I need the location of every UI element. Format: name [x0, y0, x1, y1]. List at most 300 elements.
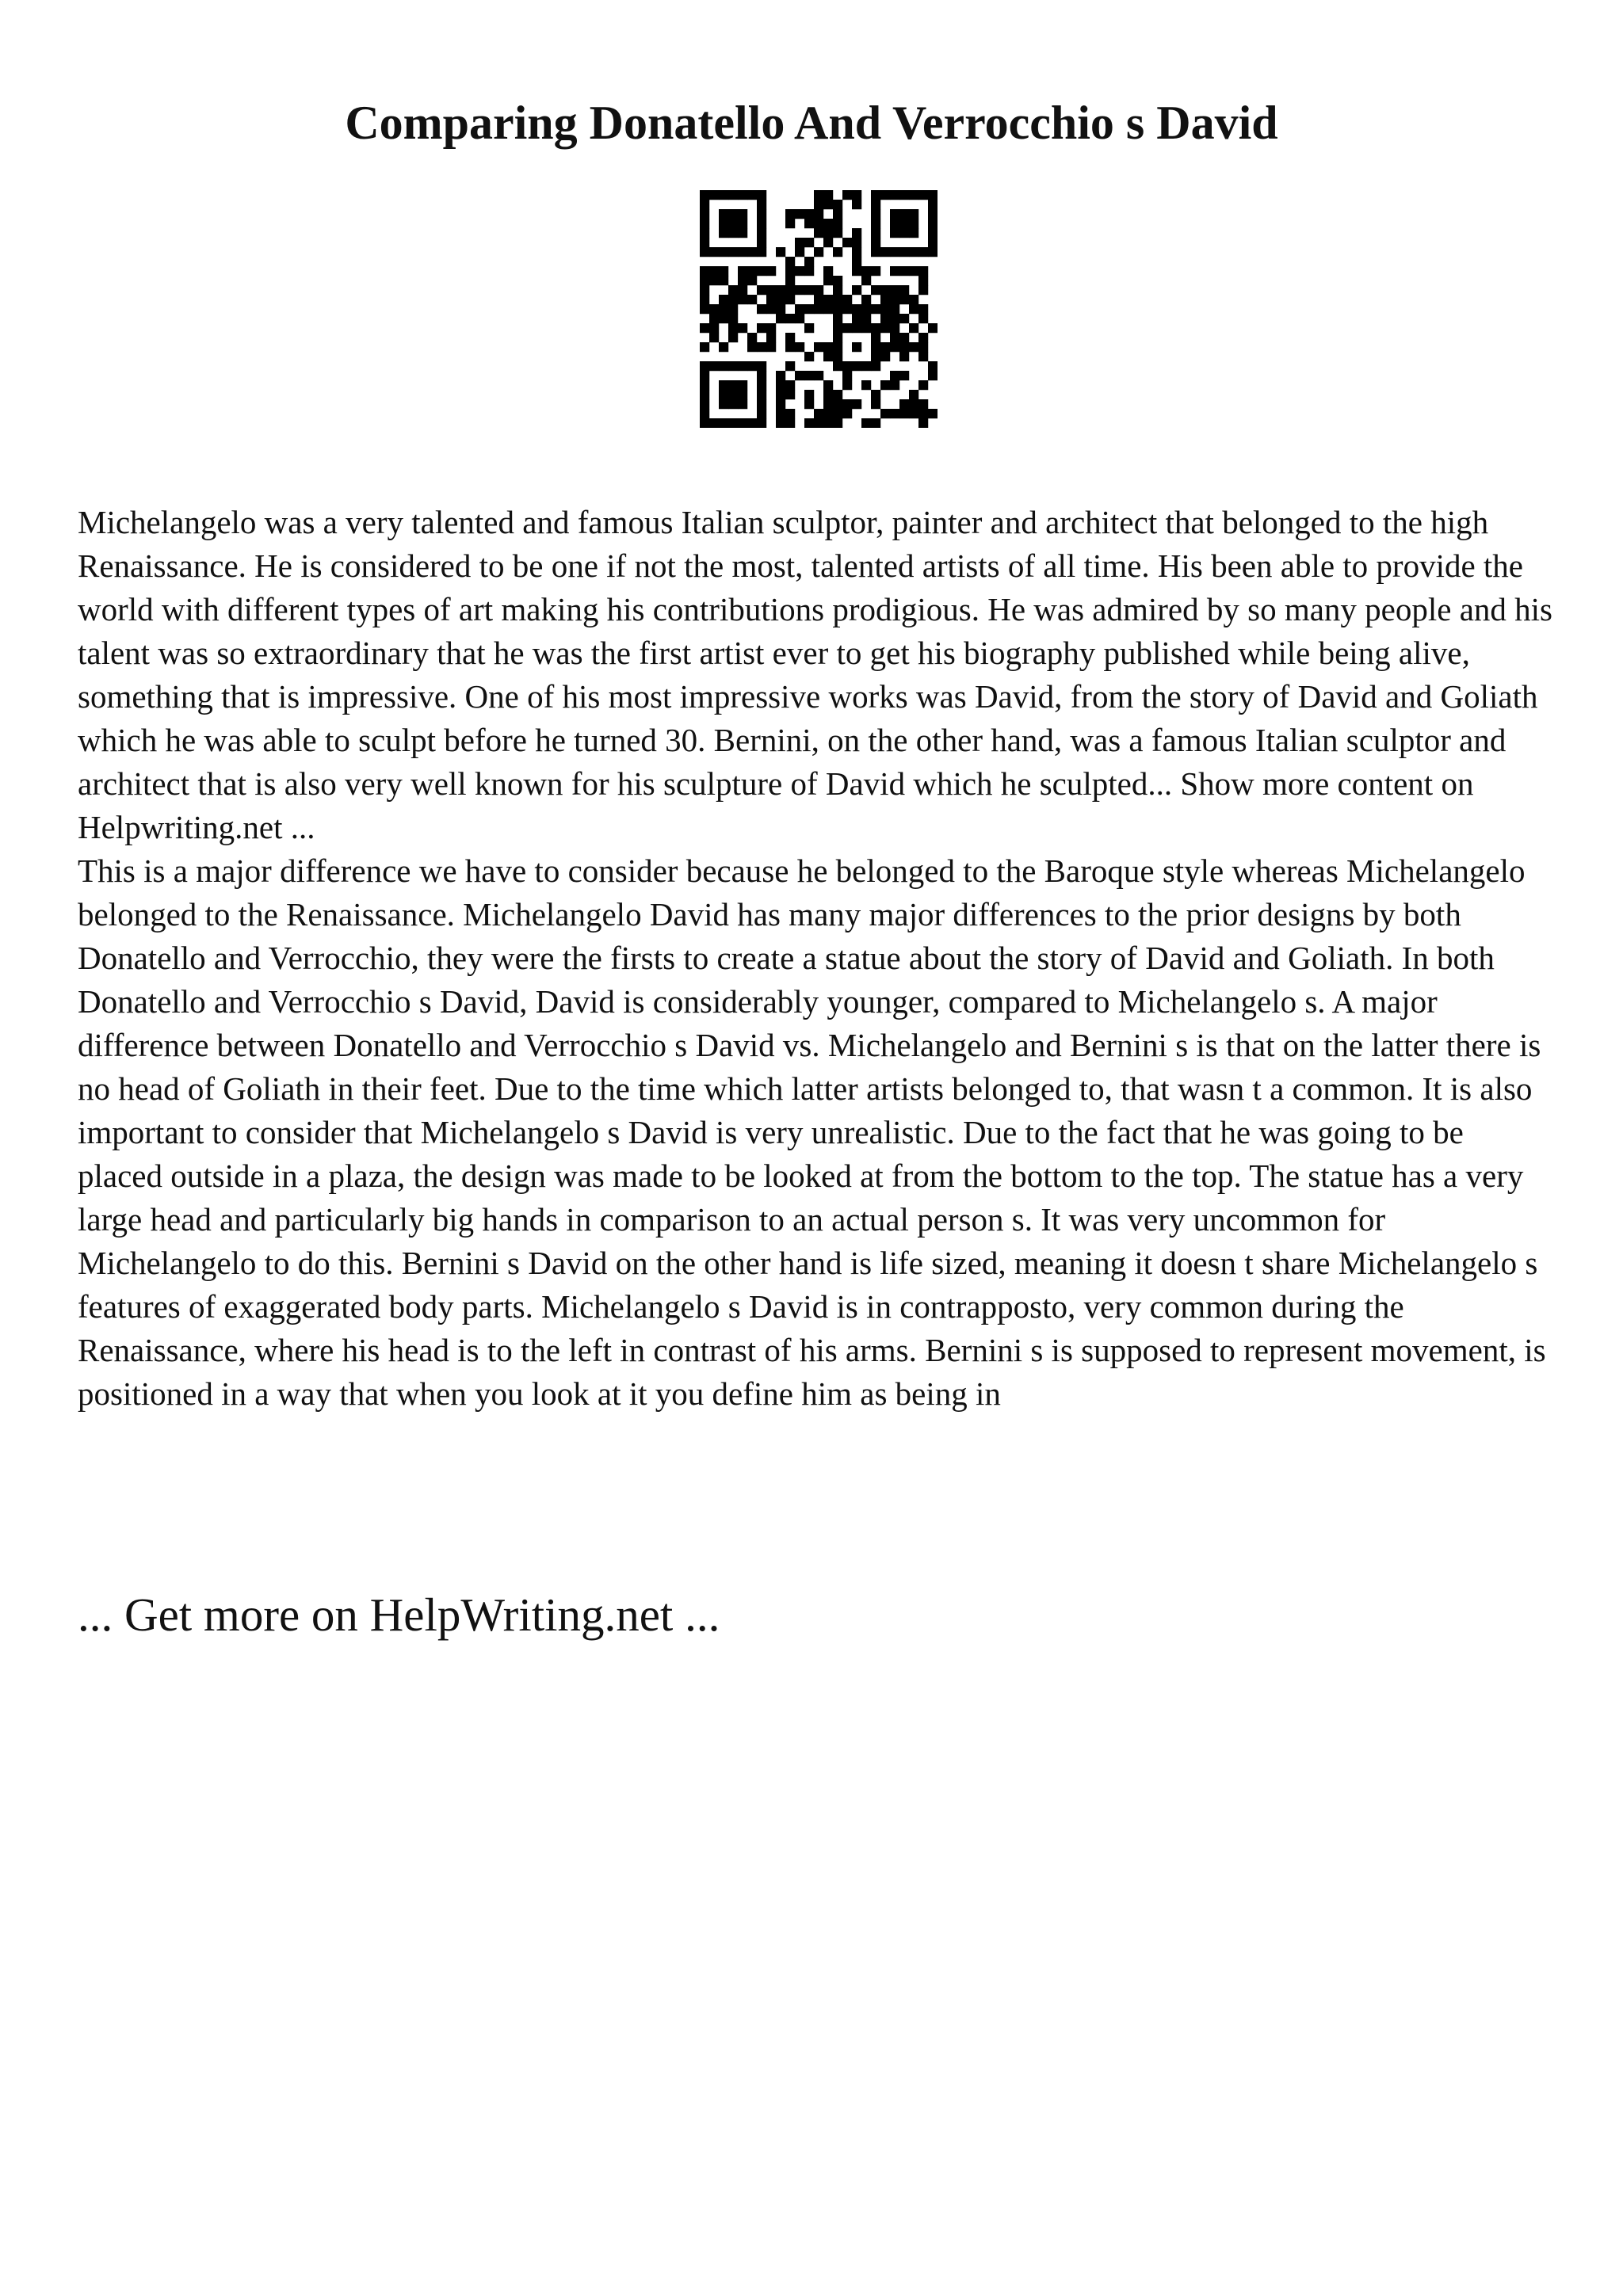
qr-module: [871, 200, 880, 209]
qr-module: [776, 304, 785, 314]
qr-module: [785, 295, 795, 304]
qr-module: [890, 247, 899, 257]
qr-module: [852, 314, 861, 323]
qr-module: [918, 380, 928, 390]
qr-module: [880, 295, 890, 304]
qr-module: [871, 361, 880, 371]
qr-module: [928, 409, 938, 418]
qr-module: [823, 409, 833, 418]
qr-module: [738, 209, 747, 219]
qr-module: [814, 409, 823, 418]
qr-module: [918, 352, 928, 361]
qr-module: [861, 295, 871, 304]
qr-module: [719, 342, 728, 352]
qr-module: [738, 276, 747, 285]
qr-module: [842, 295, 852, 304]
qr-module: [785, 418, 795, 428]
qr-module: [757, 342, 766, 352]
get-more-link[interactable]: ... Get more on HelpWriting.net ...: [78, 1589, 720, 1641]
qr-module: [880, 409, 890, 418]
qr-module: [909, 342, 918, 352]
qr-module: [757, 304, 766, 314]
qr-module: [880, 190, 890, 200]
qr-module: [709, 418, 719, 428]
qr-module: [833, 276, 842, 285]
qr-module: [842, 380, 852, 390]
qr-module: [861, 266, 871, 276]
qr-module: [776, 247, 785, 257]
qr-module: [728, 380, 738, 390]
qr-module: [852, 257, 861, 266]
qr-module: [700, 371, 709, 380]
qr-module: [909, 304, 918, 314]
qr-module: [909, 209, 918, 219]
qr-module: [814, 285, 823, 295]
qr-module: [871, 266, 880, 276]
qr-module: [823, 352, 833, 361]
qr-module: [795, 371, 804, 380]
qr-module: [918, 190, 928, 200]
qr-module: [823, 390, 833, 399]
qr-module: [795, 247, 804, 257]
qr-module: [814, 418, 823, 428]
qr-module: [728, 190, 738, 200]
qr-module: [757, 238, 766, 247]
qr-module: [852, 304, 861, 314]
qr-module: [738, 219, 747, 228]
qr-module: [747, 418, 757, 428]
qr-module: [757, 361, 766, 371]
qr-module: [880, 247, 890, 257]
qr-module: [804, 285, 814, 295]
qr-module: [823, 342, 833, 352]
qr-module: [728, 209, 738, 219]
qr-module: [833, 295, 842, 304]
qr-module: [700, 295, 709, 304]
qr-module: [899, 314, 909, 323]
qr-module: [871, 238, 880, 247]
qr-module: [785, 266, 795, 276]
qr-module: [842, 371, 852, 380]
qr-module: [814, 190, 823, 200]
qr-module: [700, 342, 709, 352]
qr-module: [795, 266, 804, 276]
qr-module: [738, 399, 747, 409]
qr-module: [719, 304, 728, 314]
qr-module: [700, 285, 709, 295]
qr-module: [757, 266, 766, 276]
qr-module: [728, 304, 738, 314]
qr-module: [823, 418, 833, 428]
qr-module: [785, 390, 795, 399]
qr-module: [842, 361, 852, 371]
qr-module: [918, 304, 928, 314]
qr-module: [719, 190, 728, 200]
qr-module: [833, 333, 842, 342]
qr-module: [776, 409, 785, 418]
qr-module: [766, 323, 776, 333]
qr-module: [719, 399, 728, 409]
qr-module: [928, 323, 938, 333]
qr-module: [757, 399, 766, 409]
document-body: [78, 501, 1553, 1416]
qr-module: [823, 200, 833, 209]
qr-module: [766, 295, 776, 304]
qr-module: [757, 380, 766, 390]
qr-module: [728, 295, 738, 304]
qr-module: [785, 409, 795, 418]
qr-module: [909, 295, 918, 304]
qr-module: [728, 228, 738, 238]
qr-module: [871, 190, 880, 200]
qr-module: [890, 285, 899, 295]
qr-module: [890, 409, 899, 418]
qr-module: [709, 190, 719, 200]
qr-module: [700, 209, 709, 219]
qr-module: [776, 399, 785, 409]
qr-module: [709, 314, 719, 323]
qr-module: [804, 219, 814, 228]
qr-module: [719, 314, 728, 323]
qr-module: [890, 209, 899, 219]
qr-module: [823, 276, 833, 285]
qr-module: [890, 266, 899, 276]
qr-module: [918, 247, 928, 257]
qr-module: [738, 266, 747, 276]
qr-module: [700, 399, 709, 409]
qr-module: [719, 361, 728, 371]
qr-module: [833, 323, 842, 333]
qr-module: [757, 418, 766, 428]
qr-module: [928, 190, 938, 200]
qr-module: [899, 285, 909, 295]
qr-module: [909, 390, 918, 399]
body-paragraph: Michelangelo was a very talented and famous Italian sculptor, painter and architect that belonged to the high Renaissance. He is considered to be one if not the most, talented artists of all time. His been able to provide the world with different types of art making his contributions prodigious. He was admired by so many people and his talent was so extraordinary that he was the first artist ever to get his biography published while being alive, something that is impressive. One of his most impressive works was David, from the story of David and Goliath which he was able to sculpt before he turned 30. Bernini, on the other hand, was a famous Italian sculptor and architect that is also very well known for his sculpture of David which he sculpted... Show more content on Helpwriting.net ...: [78, 504, 1552, 845]
qr-module: [776, 371, 785, 380]
qr-module: [785, 257, 795, 266]
qr-module: [871, 418, 880, 428]
qr-module: [785, 333, 795, 342]
qr-module: [785, 361, 795, 371]
qr-module: [728, 390, 738, 399]
qr-module: [795, 304, 804, 314]
qr-module: [804, 266, 814, 276]
qr-module: [776, 380, 785, 390]
qr-module: [804, 390, 814, 399]
qr-module: [899, 295, 909, 304]
qr-module: [709, 361, 719, 371]
qr-module: [804, 352, 814, 361]
qr-module: [861, 276, 871, 285]
qr-module: [709, 266, 719, 276]
qr-module: [728, 323, 738, 333]
qr-module: [880, 304, 890, 314]
qr-module: [823, 266, 833, 276]
qr-module: [871, 342, 880, 352]
qr-module: [785, 380, 795, 390]
qr-module: [880, 285, 890, 295]
qr-module: [814, 228, 823, 238]
qr-module: [700, 380, 709, 390]
qr-module: [833, 342, 842, 352]
qr-module: [785, 219, 795, 228]
qr-module: [823, 380, 833, 390]
qr-module: [814, 247, 823, 257]
qr-module: [909, 219, 918, 228]
qr-module: [804, 304, 814, 314]
qr-module: [700, 323, 709, 333]
qr-module: [852, 200, 861, 209]
qr-module: [700, 228, 709, 238]
qr-module: [747, 295, 757, 304]
qr-module: [928, 209, 938, 219]
qr-module: [719, 266, 728, 276]
qr-module: [795, 285, 804, 295]
qr-module: [814, 219, 823, 228]
qr-module: [766, 333, 776, 342]
qr-module: [852, 238, 861, 247]
qr-module: [700, 238, 709, 247]
qr-module: [795, 209, 804, 219]
qr-module: [861, 418, 871, 428]
qr-module: [700, 276, 709, 285]
qr-module: [852, 399, 861, 409]
qr-module: [814, 209, 823, 219]
qr-module: [833, 285, 842, 295]
qr-module: [776, 390, 785, 399]
qr-module: [814, 200, 823, 209]
qr-module: [700, 247, 709, 257]
qr-module: [728, 285, 738, 295]
qr-module: [700, 409, 709, 418]
qr-module: [700, 200, 709, 209]
qr-module: [899, 342, 909, 352]
qr-module: [852, 228, 861, 238]
qr-module: [852, 266, 861, 276]
body-paragraph: This is a major difference we have to consider because he belonged to the Baroque style whereas Michelangelo belonged to the Renaissance. Michelangelo David has many major differences to the prior designs by both Donatello and Verrocchio, they were the firsts to create a statue about the story of David and Goliath. In both Donatello and Verrocchio s David, David is considerably younger, compared to Michelangelo s. A major difference between Donatello and Verrocchio s David vs. Michelangelo and Bernini s is that on the latter there is no head of Goliath in their feet. Due to the time which latter artists belonged to, that wasn t a common. It is also important to consider that Michelangelo s David is very unrealistic. Due to the fact that he was going to be placed outside in a plaza, the design was made to be looked at from the bottom to the top. The statue has a very large head and particularly big hands in comparison to an actual person s. It was very uncommon for Michelangelo to do this. Bernini s David on the other hand is life sized, meaning it doesn t share Michelangelo s features of exaggerated body parts. Michelangelo s David is in contrapposto, very common during the Renaissance, where his head is to the left in contrast of his arms. Bernini s is supposed to represent movement, is positioned in a way that when you look at it you define him as being in: [78, 852, 1546, 1412]
qr-module: [871, 399, 880, 409]
qr-module: [833, 352, 842, 361]
qr-module: [890, 342, 899, 352]
qr-module: [785, 342, 795, 352]
qr-module: [804, 418, 814, 428]
qr-module: [719, 247, 728, 257]
qr-module: [918, 333, 928, 342]
qr-module: [757, 285, 766, 295]
qr-module: [871, 209, 880, 219]
qr-module: [861, 304, 871, 314]
qr-module: [719, 276, 728, 285]
qr-module: [852, 190, 861, 200]
qr-module: [909, 247, 918, 257]
qr-module: [909, 323, 918, 333]
qr-module: [766, 266, 776, 276]
qr-module: [928, 228, 938, 238]
qr-module: [757, 247, 766, 257]
qr-module: [757, 190, 766, 200]
qr-module: [880, 352, 890, 361]
qr-module: [918, 409, 928, 418]
qr-module: [719, 380, 728, 390]
qr-module: [880, 314, 890, 323]
qr-module: [909, 190, 918, 200]
qr-module: [918, 266, 928, 276]
qr-module: [842, 190, 852, 200]
qr-module: [842, 409, 852, 418]
qr-module: [899, 190, 909, 200]
qr-module: [833, 314, 842, 323]
qr-module: [871, 323, 880, 333]
qr-module: [738, 380, 747, 390]
qr-module: [909, 399, 918, 409]
qr-module: [738, 361, 747, 371]
qr-module: [719, 219, 728, 228]
qr-module: [833, 361, 842, 371]
qr-module: [899, 352, 909, 361]
qr-module: [757, 323, 766, 333]
qr-module: [899, 219, 909, 228]
qr-module: [833, 390, 842, 399]
qr-module: [890, 190, 899, 200]
qr-module: [766, 342, 776, 352]
qr-module: [728, 314, 738, 323]
qr-module: [890, 219, 899, 228]
qr-module: [833, 219, 842, 228]
qr-module: [700, 418, 709, 428]
qr-module: [709, 247, 719, 257]
qr-module: [700, 266, 709, 276]
qr-module: [899, 371, 909, 380]
qr-module: [833, 228, 842, 238]
qr-module: [909, 228, 918, 238]
qr-module: [766, 285, 776, 295]
qr-module: [852, 361, 861, 371]
qr-module: [899, 228, 909, 238]
qr-module: [728, 361, 738, 371]
qr-module: [890, 323, 899, 333]
qr-module: [757, 390, 766, 399]
qr-module: [728, 399, 738, 409]
qr-module: [842, 304, 852, 314]
qr-module: [928, 371, 938, 380]
qr-module: [776, 418, 785, 428]
qr-module: [909, 409, 918, 418]
qr-module: [890, 228, 899, 238]
qr-module: [757, 209, 766, 219]
qr-module: [871, 352, 880, 361]
qr-module: [709, 304, 719, 314]
qr-module: [890, 295, 899, 304]
qr-module: [700, 219, 709, 228]
qr-module: [890, 304, 899, 314]
qr-module: [890, 314, 899, 323]
qr-module: [738, 390, 747, 399]
qr-module: [747, 342, 757, 352]
qr-module: [871, 304, 880, 314]
qr-module: [871, 333, 880, 342]
qr-module: [852, 323, 861, 333]
qr-module: [814, 304, 823, 314]
qr-module: [757, 409, 766, 418]
qr-module: [918, 314, 928, 323]
qr-module: [899, 399, 909, 409]
qr-module: [700, 361, 709, 371]
qr-module: [709, 276, 719, 285]
qr-module: [833, 409, 842, 418]
qr-module: [719, 228, 728, 238]
qr-module: [728, 333, 738, 342]
qr-module: [776, 314, 785, 323]
qr-module: [719, 209, 728, 219]
qr-module: [890, 333, 899, 342]
qr-module: [795, 342, 804, 352]
qr-module: [871, 219, 880, 228]
qr-module: [880, 342, 890, 352]
qr-module: [823, 295, 833, 304]
qr-module: [728, 219, 738, 228]
qr-module: [833, 200, 842, 209]
qr-module: [757, 219, 766, 228]
qr-module: [928, 200, 938, 209]
qr-module: [928, 361, 938, 371]
qr-module: [918, 276, 928, 285]
qr-module: [719, 295, 728, 304]
qr-module: [890, 380, 899, 390]
qr-module: [823, 228, 833, 238]
qr-module: [747, 333, 757, 342]
qr-module: [747, 266, 757, 276]
qr-module: [738, 295, 747, 304]
qr-module: [861, 323, 871, 333]
qr-module: [842, 238, 852, 247]
qr-module: [852, 247, 861, 257]
qr-module: [709, 333, 719, 342]
qr-module: [785, 314, 795, 323]
qr-module: [747, 276, 757, 285]
qr-module: [928, 238, 938, 247]
qr-module: [861, 314, 871, 323]
document-title: Comparing Donatello And Verrocchio s David: [345, 97, 1278, 149]
qr-module: [899, 333, 909, 342]
qr-module: [700, 390, 709, 399]
qr-module: [880, 323, 890, 333]
qr-module: [747, 247, 757, 257]
qr-module: [823, 399, 833, 409]
qr-module: [880, 380, 890, 390]
qr-module: [823, 219, 833, 228]
qr-module: [833, 399, 842, 409]
qr-module: [719, 390, 728, 399]
qr-module: [804, 399, 814, 409]
qr-module: [871, 247, 880, 257]
qr-module: [899, 266, 909, 276]
qr-module: [776, 295, 785, 304]
qr-module: [823, 304, 833, 314]
qr-module: [747, 361, 757, 371]
qr-module: [728, 418, 738, 428]
qr-module: [814, 295, 823, 304]
qr-module: [899, 209, 909, 219]
qr-module: [842, 323, 852, 333]
qr-module: [814, 342, 823, 352]
qr-module: [804, 371, 814, 380]
qr-module: [738, 285, 747, 295]
qr-module: [804, 257, 814, 266]
qr-module: [842, 399, 852, 409]
qr-module: [747, 190, 757, 200]
qr-module: [785, 285, 795, 295]
qr-module: [823, 238, 833, 247]
